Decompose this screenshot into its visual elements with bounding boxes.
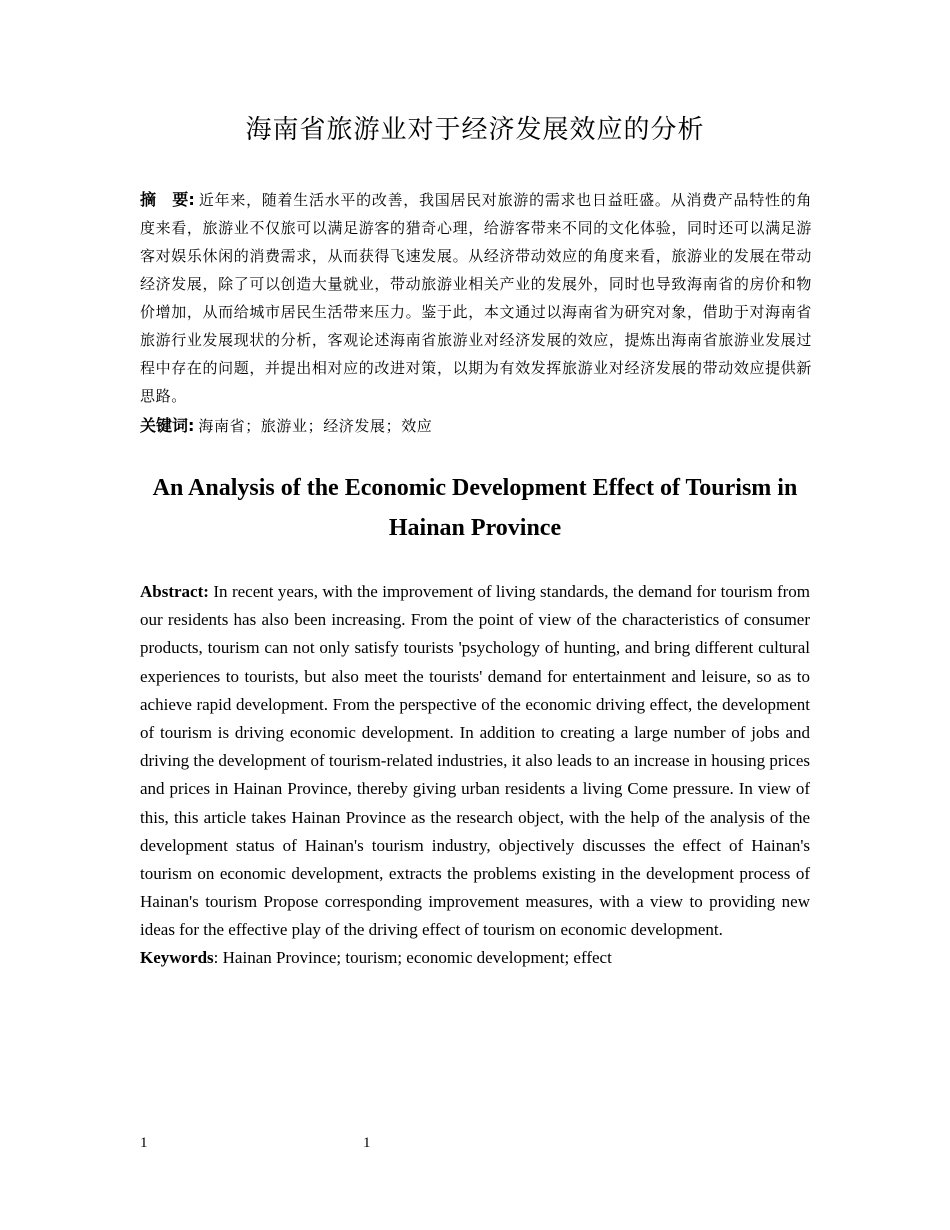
page-number-mid: 1 xyxy=(363,1135,371,1151)
chinese-keywords-text: 海南省；旅游业；经济发展；效应 xyxy=(198,417,433,435)
english-title: An Analysis of the Economic Development Effect of Tourism in Hainan Province xyxy=(152,475,798,541)
english-keywords-text: : Hainan Province; tourism; economic development; effect xyxy=(213,948,612,967)
chinese-abstract-label: 摘 要: xyxy=(140,190,195,209)
chinese-keywords xyxy=(140,412,812,440)
english-abstract-text: In recent years, with the improvement of living standards, the demand for tourism from our residents has also been increasing. From the point of view of the characteristics of consumer products, tourism can not only satisfy tourists 'psychology of hunting, and bring different cultural experiences to tourists, but also meet the tourists' demand for entertainment and leisure, so as to achieve rapid development. From the perspective of the economic driving effect, the development of tourism is driving economic development. In addition to creating a large number of jobs and driving the development of tourism-related industries, it also leads to an increase in housing prices and prices in Hainan Province, thereby giving urban residents a living Come pressure. In view of this, this article takes Hainan Province as the research object, with the help of the analysis of the development status of Hainan's tourism industry, objectively discusses the effect of Hainan's tourism on economic development, extracts the problems existing in the development process of Hainan's tourism Propose corresponding improvement measures, with a view to providing new ideas for the effective play of the driving effect of tourism on economic development. xyxy=(140,582,811,940)
english-keywords-label: Keywords xyxy=(140,948,214,967)
chinese-keywords-label: 关键词: xyxy=(140,416,195,435)
english-abstract-label: Abstract: xyxy=(140,582,209,601)
chinese-title: 海南省旅游业对于经济发展效应的分析 xyxy=(245,115,705,145)
english-keywords xyxy=(140,944,810,972)
page-number-left: 1 xyxy=(140,1135,148,1151)
chinese-abstract-text: 近年来，随着生活水平的改善，我国居民对旅游的需求也日益旺盛。从消费产品特性的角度来看，旅游业不仅旅可以满足游客的猎奇心理，给游客带来不同的文化体验，同时还可以满足游客对娱乐休闲的消费需求，从而获得飞速发展。从经济带动效应的角度来看，旅游业的发展在带动经济发展，除了可以创造大量就业，带动旅游业相关产业的发展外，同时也导致海南省的房价和物价增加，从而给城市居民生活带来压力。鉴于此，本文通过以海南省为研究对象，借助于对海南省旅游行业发展现状的分析，客观论述海南省旅游业对经济发展的效应，提炼出海南省旅游业发展过程中存在的问题，并提出相对应的改进对策，以期为有效发挥旅游业对经济发展的带动效应提供新思路。 xyxy=(140,191,813,405)
english-abstract xyxy=(140,578,810,945)
chinese-abstract xyxy=(140,186,812,410)
